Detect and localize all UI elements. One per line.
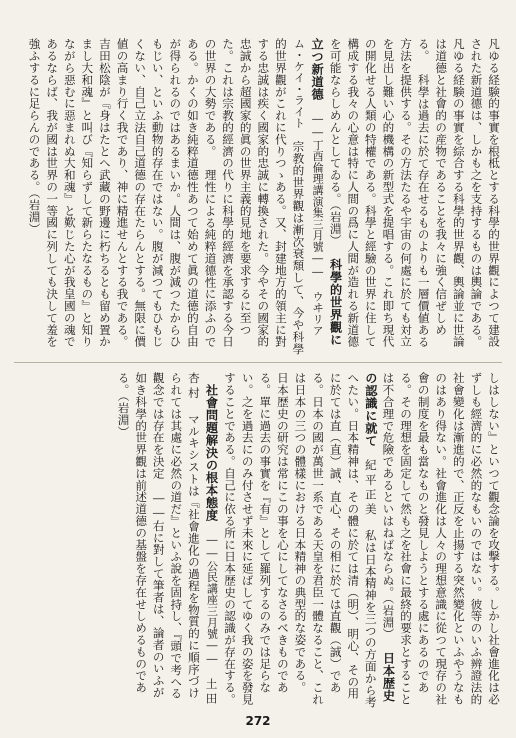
paragraph-gap (201, 157, 219, 169)
paragraph: 日本歴史の研究は常にこの事を心にしてなさるべきものである。單に過去の事實を『有』として羅列するのみでは足らない。之を過去にのみ付させず未來に延ばしてゆく我の姿を發見することである。自己に依る所に日本歴史の認識が存在する。 (223, 372, 290, 706)
paragraph-gap (25, 235, 43, 247)
lower-text-band (14, 372, 502, 710)
article-author: 紀平正美 (363, 459, 378, 518)
paragraph: 宗教的世界觀は漸次衰頹して、今や科學的世界觀がこれに代りつゝある。又、封建地方的領主に對する忠誠は疾く國家的忠誠に轉換された。今やその國家的忠誠から超國家的眞の世界主義的見地を要求するに至つた。これは宗教的經濟の代りに科學的經濟を承認する今日の世界の大勢である。 (203, 38, 306, 355)
paragraph-gap (184, 401, 202, 413)
paragraph: しはしない』といつて觀念論を攻撃する。しかし社會進化は必ずしも經濟的に必然的なもいのではない。彼等のいふ辨證法的社會變化は漸進的で、正反を止揚する突然變化といふやうなものはあり得ない。社會進化は人々の理想意識に從つて現存の社會の制度を最も當なものと發見しようとする處にあるのである。その理想を固定して然も之を社會に最終的要求とすることは不合理で危險であるといはねばならぬ。（岩淵） (381, 372, 501, 706)
article-subheading: ――公民講座三月號―― (205, 533, 219, 666)
paragraph-gap (379, 640, 397, 652)
paragraph-gap (326, 246, 344, 258)
article-author: 土田杏村 (186, 372, 219, 708)
paragraph: 科學は過去に於て存在せるものよりも一層價値ある方法を提供する。その方法たるや宇宙の何處に於ても対立を見出し難い心的機構の新型式を提唱する。これ即ち現代の開化せる人類の特權である。科學と經驗の世界に住して構成する我々の心意は特に人間の爲に人間が造れる新道德を可能ならしめんとしてゐる。（岩淵） (328, 38, 431, 348)
paragraph: ――右に對して筆者は、論者のいふが如き科學的世界觀は前述道德の基盤を存在せしめるものである。（岩淵） (116, 372, 166, 699)
paragraph-gap (202, 666, 220, 678)
paragraph-gap (307, 101, 325, 113)
article-subheading: ウヰリアム・ケイ・ライト (292, 38, 325, 336)
paragraph-gap (202, 372, 220, 384)
article-heading: 科學的世界觀に立つ新道德 (310, 38, 343, 346)
paragraph: マルキシストは『社會進化の過程を物質的に順序づけられては其處に必然の道だ』といふ說を固持し、『頭で考へる觀念では存在を決定 (151, 372, 201, 700)
paragraph-gap (361, 447, 379, 459)
article-heading: 日本歴史の認識に就て (363, 372, 396, 702)
upper-text-band (14, 38, 502, 356)
section-divider (14, 362, 502, 363)
article-heading: 社會問題解決の根本態度 (204, 384, 219, 522)
paragraph-gap (202, 522, 220, 534)
paragraph-gap (361, 517, 379, 529)
paragraph: 理性による純粹道德性に添ふのである。かくの如き純粹道德性あつて始めて眞の道德的自由が得られるのではあるまいか。人間は、腹が減つたからひもじい、といふ動物的存在ではない。腹が減つてもひもじくない、自己立法自己道德の存在たらんとする。無限に價値の高まり行く我であり、神に精進せんとする我である。吉田松陰が『身はたとへ武藏の野邊に朽ちるとも留め置かまし大和魂』と叫び『知らずして新らたなるもの』と知りながら惡むに惡まれぬ大和魂』と歎じた心が我皇國の魂であるならば、我が國は世界の一等國に列しても決して羞を強ふするに足らんのである。（岩淵） (27, 38, 218, 348)
paragraph-gap (289, 128, 307, 140)
paragraph: 凡ゆる経験的事實を根柢とする科學的世界觀によつて建設された新道德は、しかも之を支持するものは輿論である。凡ゆる経験の事實を綜合する科學的世界觀、輿論並に世論は道德と社會的の産物であることを我々に強く信ぜしめる。 (416, 38, 501, 348)
paragraph: 私は日本精神を三つの方面から考へたい。日本精神は、その體に於ては清（明）、明心、その用に於ては直（直）誠、直心、その相に於ては直觀（誠）である。日本の國が萬世一系である天皇を君臣一體なること、これは日本の三つの體樣における日本精神の典型的な姿である。 (293, 372, 378, 708)
paragraph-gap (291, 693, 309, 705)
paragraph-gap (114, 438, 132, 450)
page-number: 272 (245, 714, 271, 728)
paragraph-gap (149, 479, 167, 491)
article-subheading: ――丁酉倫理講演集三月號―― (311, 112, 325, 279)
paragraph-gap (414, 62, 432, 74)
paragraph-gap (307, 279, 325, 291)
